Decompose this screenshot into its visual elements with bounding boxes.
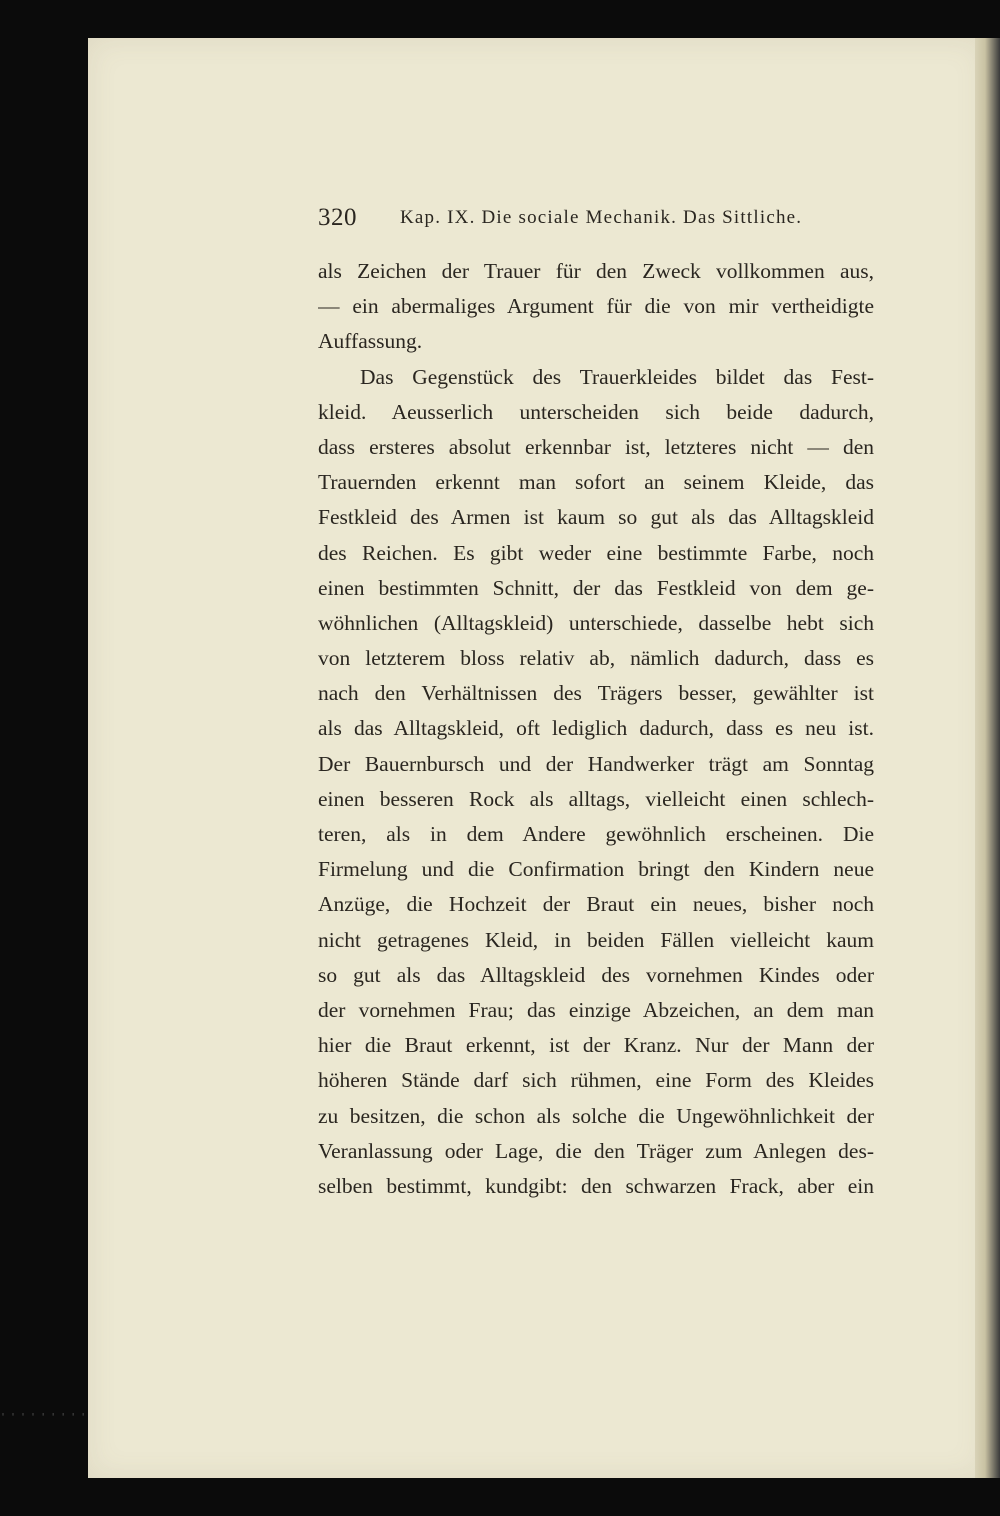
text-line: selben bestimmt, kundgibt: den schwarzen Frack, aber ein	[318, 1173, 874, 1198]
text-line: nicht getragenes Kleid, in beiden Fällen vielleicht kaum	[318, 927, 874, 952]
text-line: höheren Stände darf sich rühmen, eine Form des Kleides	[318, 1068, 874, 1093]
page-edge	[975, 38, 1000, 1478]
text-line: Festkleid des Armen ist kaum so gut als das Alltagskleid	[318, 505, 874, 530]
text-line: teren, als in dem Andere gewöhnlich erscheinen. Die	[318, 822, 874, 846]
text-line: Trauernden erkennt man sofort an seinem Kleide, das	[318, 470, 874, 495]
text-line: zu besitzen, die schon als solche die Ungewöhnlichkeit der	[318, 1103, 874, 1128]
text-line: hier die Braut erkennt, ist der Kranz. Nur der Mann der	[318, 1033, 874, 1058]
text-line: Firmelung und die Confirmation bringt den Kindern neue	[318, 857, 874, 882]
chapter-title: Kap. IX. Die sociale Mechanik. Das Sittliche.	[400, 207, 803, 228]
text-line: nach den Verhältnissen des Trägers besser, gewählter ist	[318, 681, 874, 706]
text-line: als Zeichen der Trauer für den Zweck vollkommen aus,	[318, 259, 874, 283]
text-line: — ein abermaliges Argument für die von mir vertheidigte	[318, 294, 874, 319]
running-header	[318, 204, 878, 240]
text-line: Anzüge, die Hochzeit der Braut ein neues, bisher noch	[318, 892, 874, 917]
text-line: Das Gegenstück des Trauerkleides bildet das Fest-	[360, 364, 874, 389]
text-line: als das Alltagskleid, oft lediglich dadurch, dass es neu ist.	[318, 716, 874, 741]
text-line: Der Bauernbursch und der Handwerker trägt am Sonntag	[318, 751, 874, 776]
text-line: kleid. Aeusserlich unterscheiden sich beide dadurch,	[318, 399, 874, 424]
text-line: des Reichen. Es gibt weder eine bestimmte Farbe, noch	[318, 540, 874, 565]
scan-margin-marks: '''''''''	[0, 1412, 91, 1423]
page-number: 320	[318, 204, 357, 231]
text-line: dass ersteres absolut erkennbar ist, letzteres nicht — den	[318, 434, 874, 459]
text-line: wöhnlichen (Alltagskleid) unterschiede, dasselbe hebt sich	[318, 610, 874, 635]
text-line: so gut als das Alltagskleid des vornehmen Kindes oder	[318, 962, 874, 987]
text-line: der vornehmen Frau; das einzige Abzeichen, an dem man	[318, 997, 874, 1022]
text-line: einen besseren Rock als alltags, vielleicht einen schlech-	[318, 786, 874, 811]
text-line: Veranlassung oder Lage, die den Träger zum Anlegen des-	[318, 1138, 874, 1163]
text-line: von letzterem bloss relativ ab, nämlich dadurch, dass es	[318, 646, 874, 671]
text-line: Auffassung.	[318, 329, 423, 354]
body-text	[318, 254, 874, 1204]
text-line: einen bestimmten Schnitt, der das Festkleid von dem ge-	[318, 575, 874, 600]
